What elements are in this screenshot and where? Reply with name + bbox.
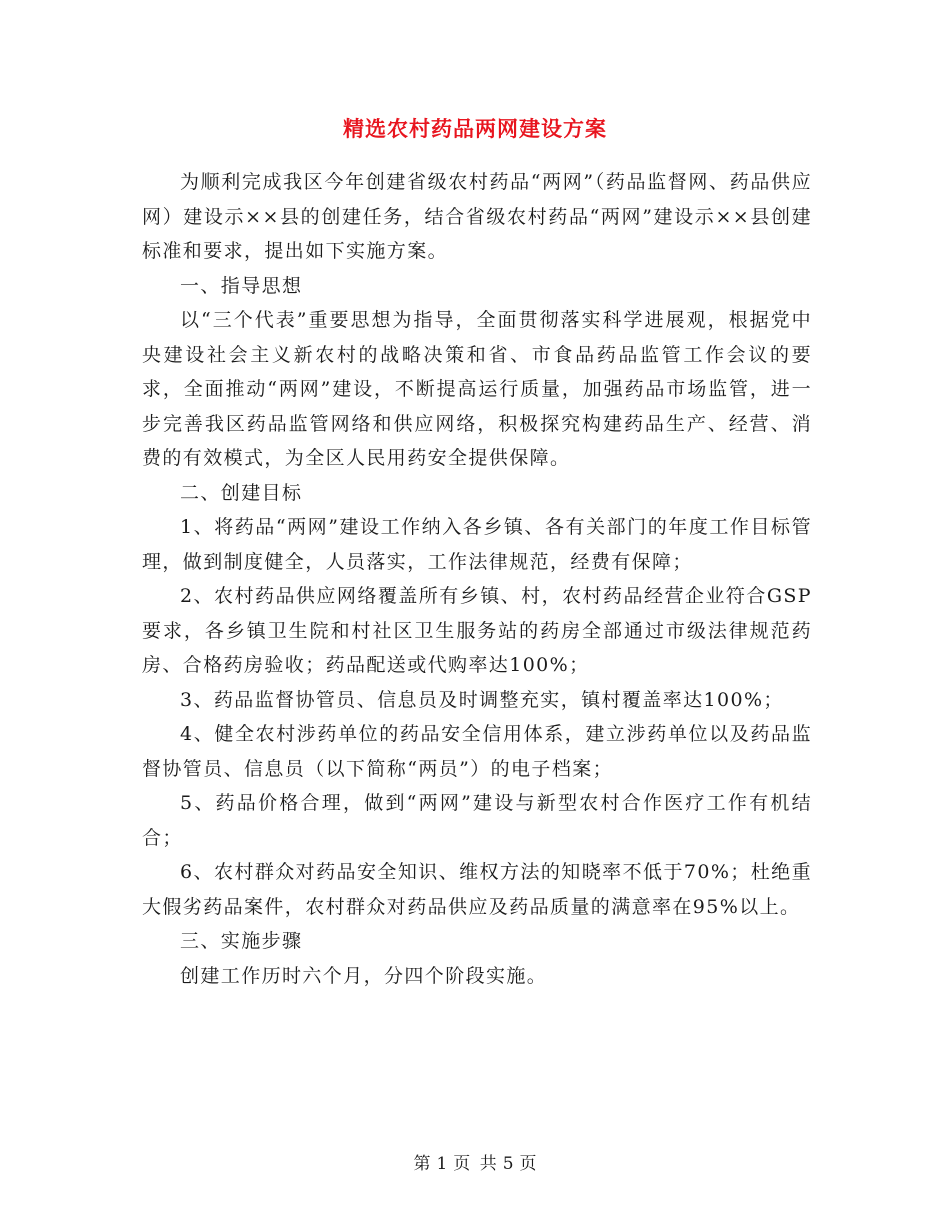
footer-current-page: 1: [436, 1154, 448, 1174]
goal-item-2: 2、农村药品供应网络覆盖所有乡镇、村，农村药品经营企业符合GSP要求，各乡镇卫生院和村社区卫生服务站的药房全部通过市级法律规范药房、合格药房验收；药品配送或代购率达100%；: [142, 585, 812, 676]
goal-item-5: 5、药品价格合理，做到“两网”建设与新型农村合作医疗工作有机结合；: [142, 792, 812, 849]
intro-paragraph: 为顺利完成我区今年创建省级农村药品“两网”（药品监督网、药品供应网）建设示××县的创建任务，结合省级农村药品“两网”建设示××县创建标准和要求，提出如下实施方案。: [142, 171, 812, 262]
goal-item-1: 1、将药品“两网”建设工作纳入各乡镇、各有关部门的年度工作目标管理，做到制度健全，人员落实，工作法律规范，经费有保障；: [142, 516, 812, 573]
document-title: 精选农村药品两网建设方案: [343, 116, 607, 141]
footer-middle: 页 共: [453, 1154, 497, 1174]
footer-prefix: 第: [413, 1154, 431, 1174]
page-footer: [0, 1152, 950, 1176]
section-heading-guiding-thought: 一、指导思想: [180, 274, 303, 297]
steps-paragraph: 创建工作历时六个月，分四个阶段实施。: [180, 964, 548, 987]
section-heading-steps: 三、实施步骤: [180, 930, 303, 952]
footer-total-pages: 5: [502, 1154, 514, 1174]
footer-suffix: 页: [519, 1154, 537, 1174]
goal-item-4: 4、健全农村涉药单位的药品安全信用体系，建立涉药单位以及药品监督协管员、信息员（以下简称“两员”）的电子档案；: [142, 723, 812, 780]
document-body: [142, 165, 812, 993]
guiding-thought-paragraph: 以“三个代表”重要思想为指导，全面贯彻落实科学进展观，根据党中央建设社会主义新农村的战略决策和省、市食品药品监管工作会议的要求，全面推动“两网”建设，不断提高运行质量，加强药品市场监管，进一步完善我区药品监管网络和供应网络，积极探究构建药品生产、经营、消费的有效模式，为全区人民用药安全提供保障。: [142, 309, 812, 469]
goal-item-3: 3、药品监督协管员、信息员及时调整充实，镇村覆盖率达100%；: [180, 688, 784, 711]
goal-item-6: 6、农村群众对药品安全知识、维权方法的知晓率不低于70%；杜绝重大假劣药品案件，农村群众对药品供应及药品质量的满意率在95%以上。: [142, 861, 812, 918]
section-heading-goals: 二、创建目标: [180, 481, 303, 504]
